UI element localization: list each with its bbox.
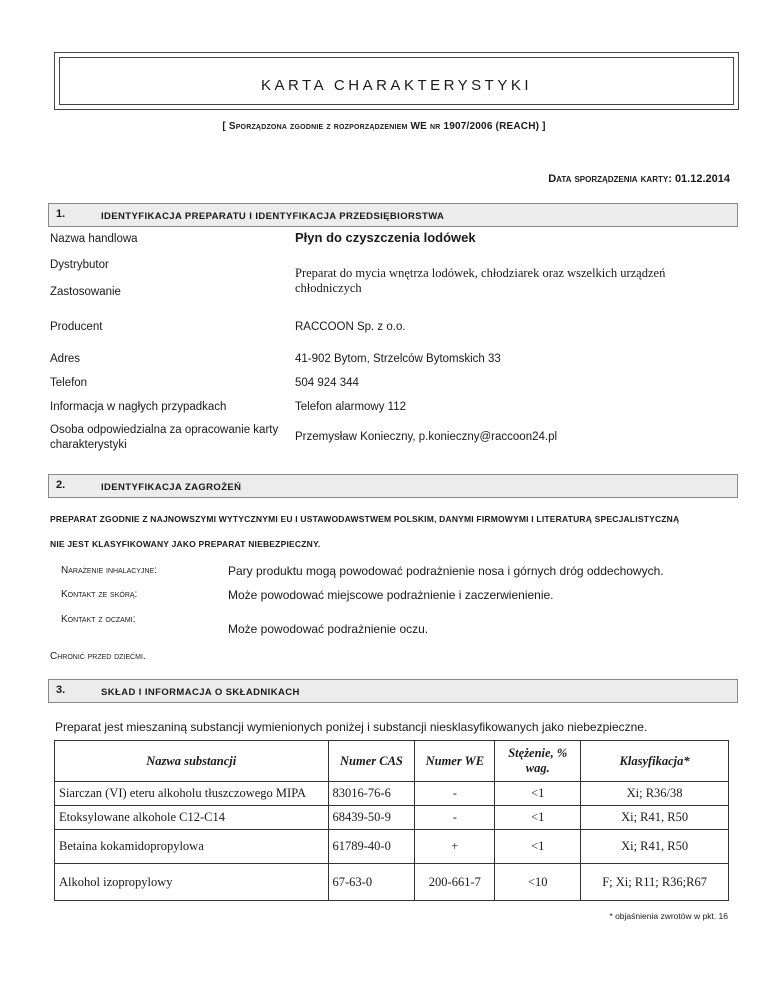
address-value: 41-902 Bytom, Strzelców Bytomskich 33	[295, 353, 501, 365]
classification: Xi; R41, R50	[581, 830, 729, 864]
cas-number: 83016-76-6	[328, 782, 415, 806]
skin-value: Może powodować miejscowe podrażnienie i zaczerwienienie.	[228, 588, 554, 602]
section-3-title: SKŁAD I INFORMACJA O SKŁADNIKACH	[101, 687, 300, 698]
document-title: KARTA CHARAKTERYSTYKI	[260, 77, 533, 94]
skin-label: Kontakt ze skórą:	[61, 589, 138, 600]
classification-statement-line1: PREPARAT ZGODNIE Z NAJNOWSZYMI WYTYCZNYMI EU I USTAWODAWSTWEM POLSKIM, DANYMI FIRMOWYMI I LITERATURĄ SPECJALISTYCZNĄ	[50, 514, 680, 524]
concentration: <1	[495, 806, 581, 830]
responsible-label-line2: charakterystyki	[50, 439, 127, 451]
section-3-number: 3.	[56, 684, 66, 696]
table-header-row	[55, 741, 729, 782]
classification: Xi; R41, R50	[581, 806, 729, 830]
table-row	[55, 830, 729, 864]
substance-name: Alkohol izopropylowy	[55, 864, 329, 901]
we-number: 200-661-7	[415, 864, 495, 901]
preparation-date	[548, 173, 730, 185]
children-warning: Chronić przed dziećmi.	[50, 651, 146, 662]
use-value-line2: chłodniczych	[295, 281, 362, 295]
cas-number: 61789-40-0	[328, 830, 415, 864]
substance-name: Betaina kokamidopropylowa	[55, 830, 329, 864]
eyes-value: Może powodować podrażnienie oczu.	[228, 622, 429, 636]
title-box	[54, 52, 739, 110]
we-number: -	[415, 806, 495, 830]
use-value-line1: Preparat do mycia wnętrza lodówek, chłodziarek oraz wszelkich urządzeń	[295, 266, 666, 280]
distributor-label: Dystrybutor	[50, 259, 109, 271]
producer-value: RACCOON Sp. z o.o.	[295, 321, 406, 333]
we-number: +	[415, 830, 495, 864]
responsible-value: Przemysław Konieczny, p.konieczny@raccoon24.pl	[295, 431, 558, 443]
concentration: <1	[495, 782, 581, 806]
column-header: Numer WE	[415, 741, 495, 782]
eyes-label: Kontakt z oczami:	[61, 614, 136, 625]
cas-number: 67-63-0	[328, 864, 415, 901]
concentration: <1	[495, 830, 581, 864]
section-2-header	[48, 474, 738, 498]
column-header: Nazwa substancji	[55, 741, 329, 782]
emergency-value: Telefon alarmowy 112	[295, 401, 407, 413]
column-header: Stężenie, % wag.	[495, 741, 581, 782]
date-value: 01.12.2014	[674, 173, 730, 185]
classification: Xi; R36/38	[581, 782, 729, 806]
table-row	[55, 782, 729, 806]
responsible-label-line1: Osoba odpowiedzialna za opracowanie karty	[50, 424, 279, 436]
inhalation-value: Pary produktu mogą powodować podrażnienie nosa i górnych dróg oddechowych.	[228, 564, 664, 578]
use-label: Zastosowanie	[50, 286, 121, 298]
we-number: -	[415, 782, 495, 806]
cas-number: 68439-50-9	[328, 806, 415, 830]
section-2-title: IDENTYFIKACJA ZAGROŻEŃ	[101, 482, 242, 493]
composition-intro: Preparat jest mieszaniną substancji wymienionych poniżej i substancji niesklasyfikowanych jako niebezpieczne.	[55, 720, 648, 734]
address-label: Adres	[50, 353, 81, 365]
substance-name: Etoksylowane alkohole C12-C14	[55, 806, 329, 830]
section-1-title: IDENTYFIKACJA PREPARATU I IDENTYFIKACJA PRZEDSIĘBIORSTWA	[101, 211, 445, 222]
trade-name-value: Płyn do czyszczenia lodówek	[295, 230, 476, 245]
column-header: Klasyfikacja*	[581, 741, 729, 782]
substances-table	[54, 740, 729, 901]
phone-value: 504 924 344	[295, 377, 359, 389]
classification: F; Xi; R11; R36;R67	[581, 864, 729, 901]
column-header: Numer CAS	[328, 741, 415, 782]
footnote: * objaśnienia zwrotów w pkt. 16	[609, 911, 728, 921]
section-2-number: 2.	[56, 479, 66, 491]
regulation-subtitle: [ Sporządzona zgodnie z rozporządzeniem WE nr 1907/2006 (REACH) ]	[222, 121, 546, 132]
classification-statement-line2: NIE JEST KLASYFIKOWANY JAKO PREPARAT NIEBEZPIECZNY.	[50, 539, 321, 549]
substance-name: Siarczan (VI) eteru alkoholu tłuszczowego MIPA	[55, 782, 329, 806]
table-row	[55, 806, 729, 830]
phone-label: Telefon	[50, 377, 88, 389]
producer-label: Producent	[50, 321, 103, 333]
section-1-header	[48, 203, 738, 227]
concentration: <10	[495, 864, 581, 901]
date-label: Data sporządzenia karty:	[548, 173, 672, 185]
section-1-number: 1.	[56, 208, 66, 220]
inhalation-label: Narażenie inhalacyjne:	[61, 565, 158, 576]
section-3-header	[48, 679, 738, 703]
emergency-label: Informacja w nagłych przypadkach	[50, 401, 227, 413]
trade-name-label: Nazwa handlowa	[50, 233, 138, 245]
table-row	[55, 864, 729, 901]
